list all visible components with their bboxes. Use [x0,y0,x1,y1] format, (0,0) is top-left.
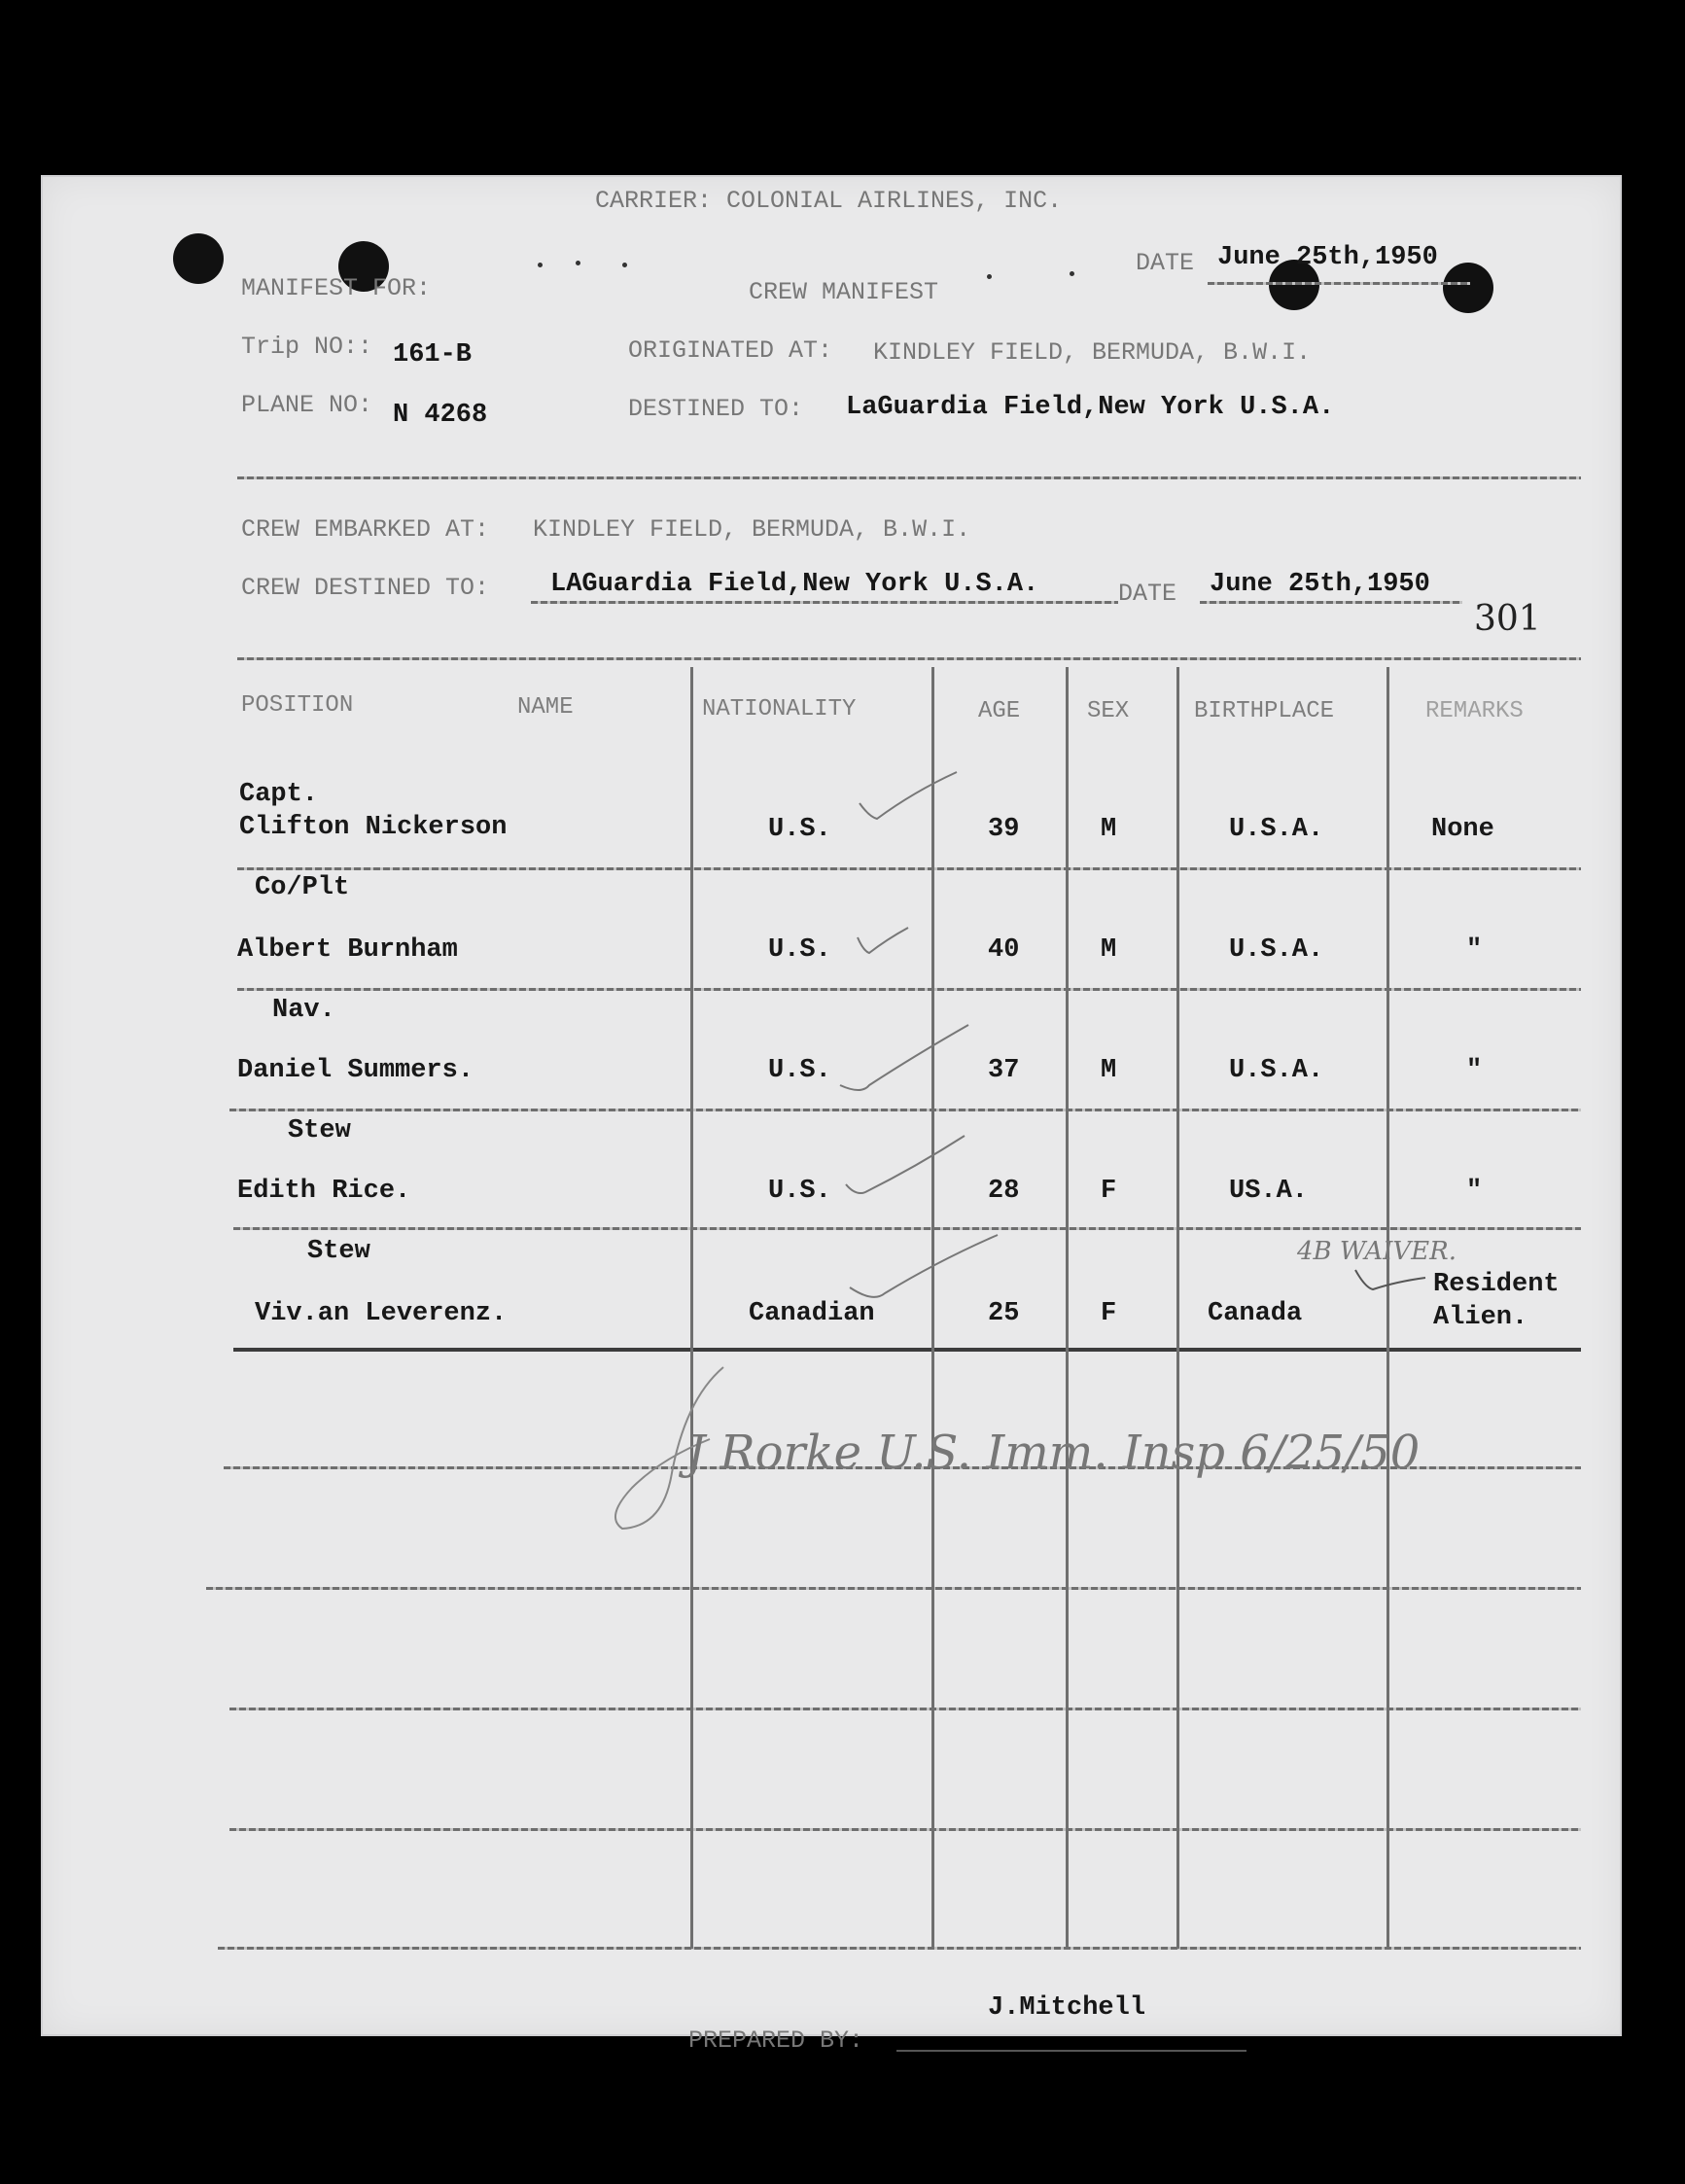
table-row-sex: M [1101,935,1117,965]
destined-label: DESTINED TO: [628,395,804,423]
table-row-nationality: U.S. [768,1177,831,1206]
header-nationality: NATIONALITY [702,696,857,722]
header-position: POSITION [241,692,354,719]
row-rule-solid [233,1348,1581,1352]
check-mark-icon [846,1231,1001,1309]
header-birthplace: BIRTHPLACE [1194,698,1335,724]
crew-destined-label: CREW DESTINED TO: [241,574,490,602]
prepared-by-underline [896,2050,1246,2052]
plane-label: PLANE NO: [241,391,373,419]
header-name: NAME [517,694,574,721]
check-mark-icon [1352,1260,1429,1299]
prepared-by-label: PREPARED BY: [688,2026,864,2055]
crew-date-value: June 25th,1950 [1210,570,1430,599]
waiver-note: 4B WAIVER. [1297,1237,1457,1266]
table-row-birthplace: U.S.A. [1229,935,1324,965]
table-row-nationality: Canadian [749,1299,875,1328]
table-row-name: Daniel Summers. [237,1056,474,1085]
row-rule [233,1227,1581,1230]
table-row-nationality: U.S. [768,1056,831,1085]
ink-speck [576,261,580,265]
table-row-birthplace: Canada [1208,1299,1303,1328]
crew-date-label: DATE [1118,580,1177,608]
date-underline [1200,601,1462,604]
manifest-page [41,175,1622,2036]
table-row-remarks: None [1431,815,1494,844]
punch-hole [1443,263,1493,313]
row-rule [229,1828,1581,1831]
check-mark-icon [842,1132,968,1200]
table-row-name: Viv.an Leverenz. [255,1299,508,1328]
table-row-sex: M [1101,1056,1117,1085]
trip-label: Trip NO:: [241,333,373,361]
table-row-nationality: U.S. [768,935,831,965]
prepared-by-value: J.Mitchell [988,1993,1146,2023]
ink-speck [538,263,543,267]
table-row-nationality: U.S. [768,815,831,844]
table-row-sex: F [1101,1177,1117,1206]
manifest-for-label: MANIFEST FOR: [241,274,432,302]
check-mark-icon [836,1021,972,1099]
table-row-remarks: " [1466,1177,1483,1206]
table-row-remarks: " [1466,935,1483,965]
row-rule [206,1587,1581,1590]
originated-label: ORIGINATED AT: [628,336,833,365]
table-row-name: Edith Rice. [237,1177,411,1206]
crew-destined-value: LAGuardia Field,New York U.S.A. [550,570,1039,599]
col-rule [1066,667,1069,1949]
date-value: June 25th,1950 [1217,243,1438,272]
table-row-name: Albert Burnham [237,935,458,965]
table-row-position: Stew [307,1237,370,1266]
row-rule [237,988,1581,991]
table-row-position: Stew [288,1116,351,1145]
ink-speck [987,274,992,279]
table-row-birthplace: U.S.A. [1229,815,1324,844]
table-row-age: 28 [988,1177,1020,1206]
ink-speck [622,263,627,267]
table-row-name: Clifton Nickerson [239,813,508,842]
table-row-position: Nav. [272,996,335,1025]
row-rule [218,1947,1581,1950]
table-row-position: Co/Plt [255,873,350,902]
table-row-age: 39 [988,815,1020,844]
check-mark-icon [854,924,912,963]
destined-underline [531,601,1118,604]
header-age: AGE [978,698,1021,724]
col-rule [1176,667,1179,1949]
table-row-age: 37 [988,1056,1020,1085]
manifest-type: CREW MANIFEST [749,278,939,306]
header-sex: SEX [1087,698,1130,724]
date-underline [1208,282,1470,285]
destined-value: LaGuardia Field,New York U.S.A. [846,393,1335,422]
table-row-age: 25 [988,1299,1020,1328]
header-remarks: REMARKS [1425,698,1524,724]
trip-value: 161-B [393,340,473,370]
table-row-age: 40 [988,935,1020,965]
inspection-signature: J Rorke U.S. Imm. Insp 6/25/50 [686,1426,1421,1480]
carrier-line: CARRIER: COLONIAL AIRLINES, INC. [595,187,1063,215]
table-row-remarks-line1: Resident [1433,1270,1560,1299]
plane-value: N 4268 [393,401,488,430]
table-row-sex: F [1101,1299,1117,1328]
table-row-birthplace: U.S.A. [1229,1056,1324,1085]
row-rule [237,867,1581,870]
row-rule [229,1109,1581,1111]
table-row-remarks: " [1466,1056,1483,1085]
date-label: DATE [1136,249,1195,277]
col-rule [690,667,693,1949]
crew-embarked-label: CREW EMBARKED AT: [241,515,490,544]
divider-line [237,476,1581,479]
punch-hole [173,233,224,284]
table-row-birthplace: US.A. [1229,1177,1309,1206]
table-row-position: Capt. [239,780,319,809]
col-rule [1387,667,1389,1949]
ink-speck [1070,271,1074,276]
table-row-sex: M [1101,815,1117,844]
row-rule [229,1708,1581,1710]
table-row-remarks-line2: Alien. [1433,1303,1528,1332]
originated-value: KINDLEY FIELD, BERMUDA, B.W.I. [873,338,1312,367]
crew-embarked-value: KINDLEY FIELD, BERMUDA, B.W.I. [533,515,971,544]
table-top-rule [237,657,1581,660]
check-mark-icon [856,768,963,836]
page-number: 301 [1474,599,1541,639]
